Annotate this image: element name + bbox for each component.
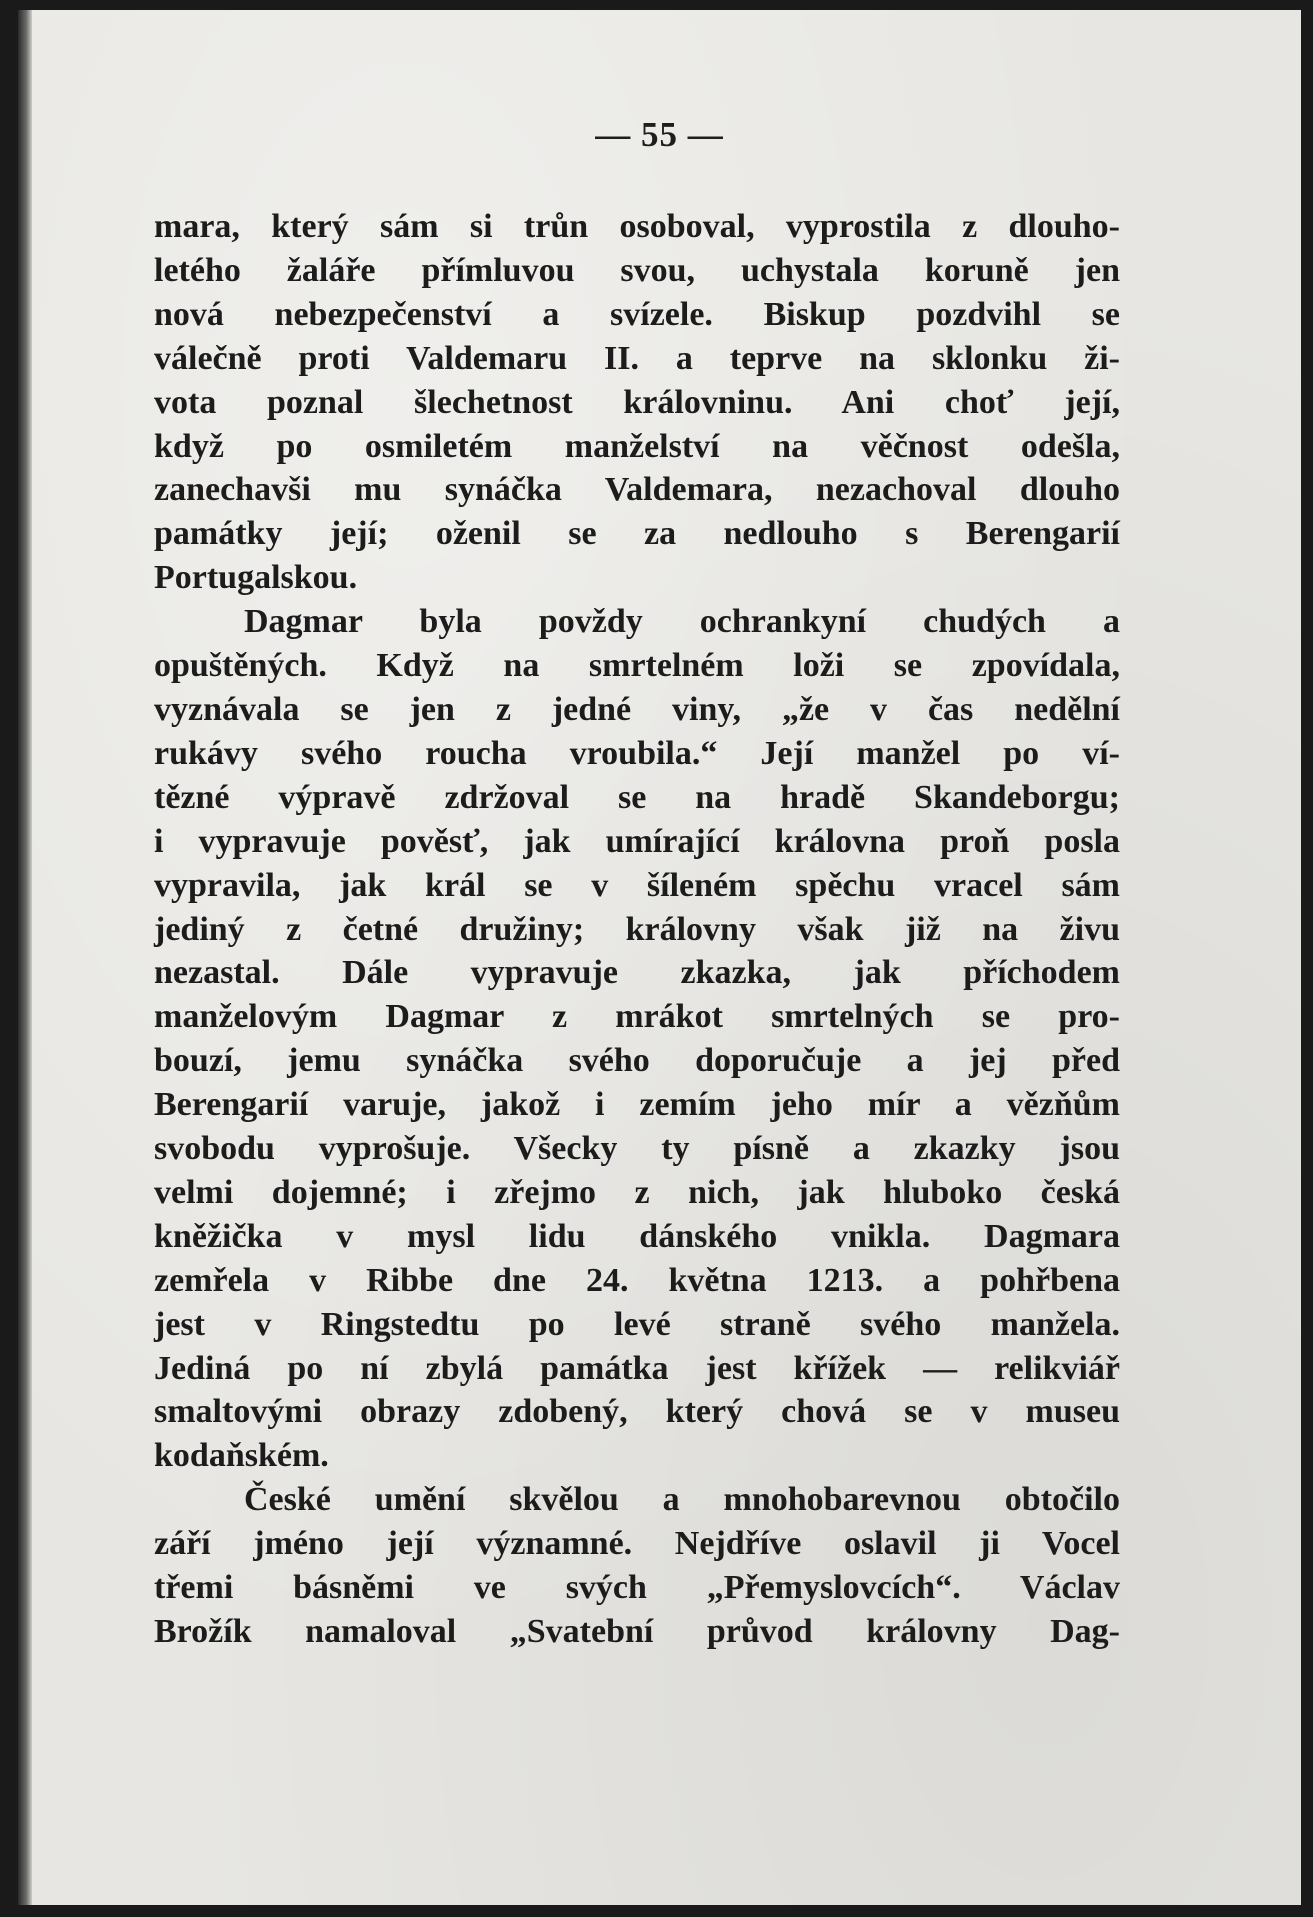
text-line: Brožík namaloval „Svatební průvod královny Dag-	[154, 1613, 1120, 1650]
text-line: Berengarií varuje, jakož i zemím jeho mír a vězňům	[154, 1086, 1120, 1124]
text-line: vypravila, jak král se v šíleném spěchu vracel sám	[154, 866, 1120, 904]
page-number: — 55 —	[595, 115, 724, 154]
text-line: zanechavši mu synáčka Valdemara, nezachoval dlouho	[154, 471, 1120, 509]
text-line: Portugalskou.	[154, 559, 358, 597]
text-line: svobodu vyprošuje. Všecky ty písně a zkazky jsou	[154, 1130, 1120, 1168]
book-page	[18, 10, 1301, 1905]
text-line: manželovým Dagmar z mrákot smrtelných se pro-	[154, 998, 1120, 1036]
text-line: památky její; oženil se za nedlouho s Berengarií	[154, 515, 1120, 553]
text-line: kněžička v mysl lidu dánského vnikla. Dagmara	[154, 1217, 1120, 1255]
text-line: nová nebezpečenství a svízele. Biskup pozdvihl se	[154, 295, 1120, 333]
text-line: jest v Ringstedtu po levé straně svého manžela.	[154, 1305, 1120, 1343]
text-line: České umění skvělou a mnohobarevnou obtočilo	[244, 1481, 1120, 1519]
text-line: září jméno její významné. Nejdříve oslavil ji Vocel	[154, 1525, 1120, 1563]
text-line: kodaňském.	[154, 1437, 329, 1475]
text-line: zemřela v Ribbe dne 24. května 1213. a pohřbena	[154, 1261, 1120, 1299]
text-line: velmi dojemné; i zřejmo z nich, jak hluboko česká	[154, 1173, 1120, 1211]
text-line: opuštěných. Když na smrtelném loži se zpovídala,	[154, 647, 1120, 685]
text-line: vyznávala se jen z jedné viny, „že v čas nedělní	[154, 690, 1120, 728]
text-line: válečně proti Valdemaru II. a teprve na sklonku ži-	[154, 339, 1120, 377]
text-line: když po osmiletém manželství na věčnost odešla,	[154, 427, 1120, 465]
text-line: mara, který sám si trůn osoboval, vyprostila z dlouho-	[154, 208, 1120, 245]
text-line: i vypravuje pověsť, jak umírající královna proň posla	[154, 822, 1120, 860]
text-line: smaltovými obrazy zdobený, který chová se v museu	[154, 1393, 1120, 1431]
text-line: vota poznal šlechetnost královninu. Ani choť její,	[154, 383, 1120, 421]
page-body-text	[154, 205, 1120, 1654]
text-line: jediný z četné družiny; královny však již na živu	[154, 910, 1120, 948]
text-line: letého žaláře přímluvou svou, uchystala koruně jen	[154, 251, 1120, 289]
text-line: Jediná po ní zbylá památka jest křížek — relikviář	[154, 1349, 1120, 1387]
text-line: Dagmar byla povždy ochrankyní chudých a	[244, 603, 1120, 641]
text-line: rukávy svého roucha vroubila.“ Její manžel po ví-	[154, 734, 1120, 772]
page-spine-shadow	[18, 10, 32, 1905]
text-line: bouzí, jemu synáčka svého doporučuje a jej před	[154, 1042, 1120, 1080]
text-line: tězné výpravě zdržoval se na hradě Skandeborgu;	[154, 778, 1120, 816]
text-line: nezastal. Dále vypravuje zkazka, jak příchodem	[154, 954, 1120, 992]
text-line: třemi básněmi ve svých „Přemyslovcích“. Václav	[154, 1569, 1120, 1607]
